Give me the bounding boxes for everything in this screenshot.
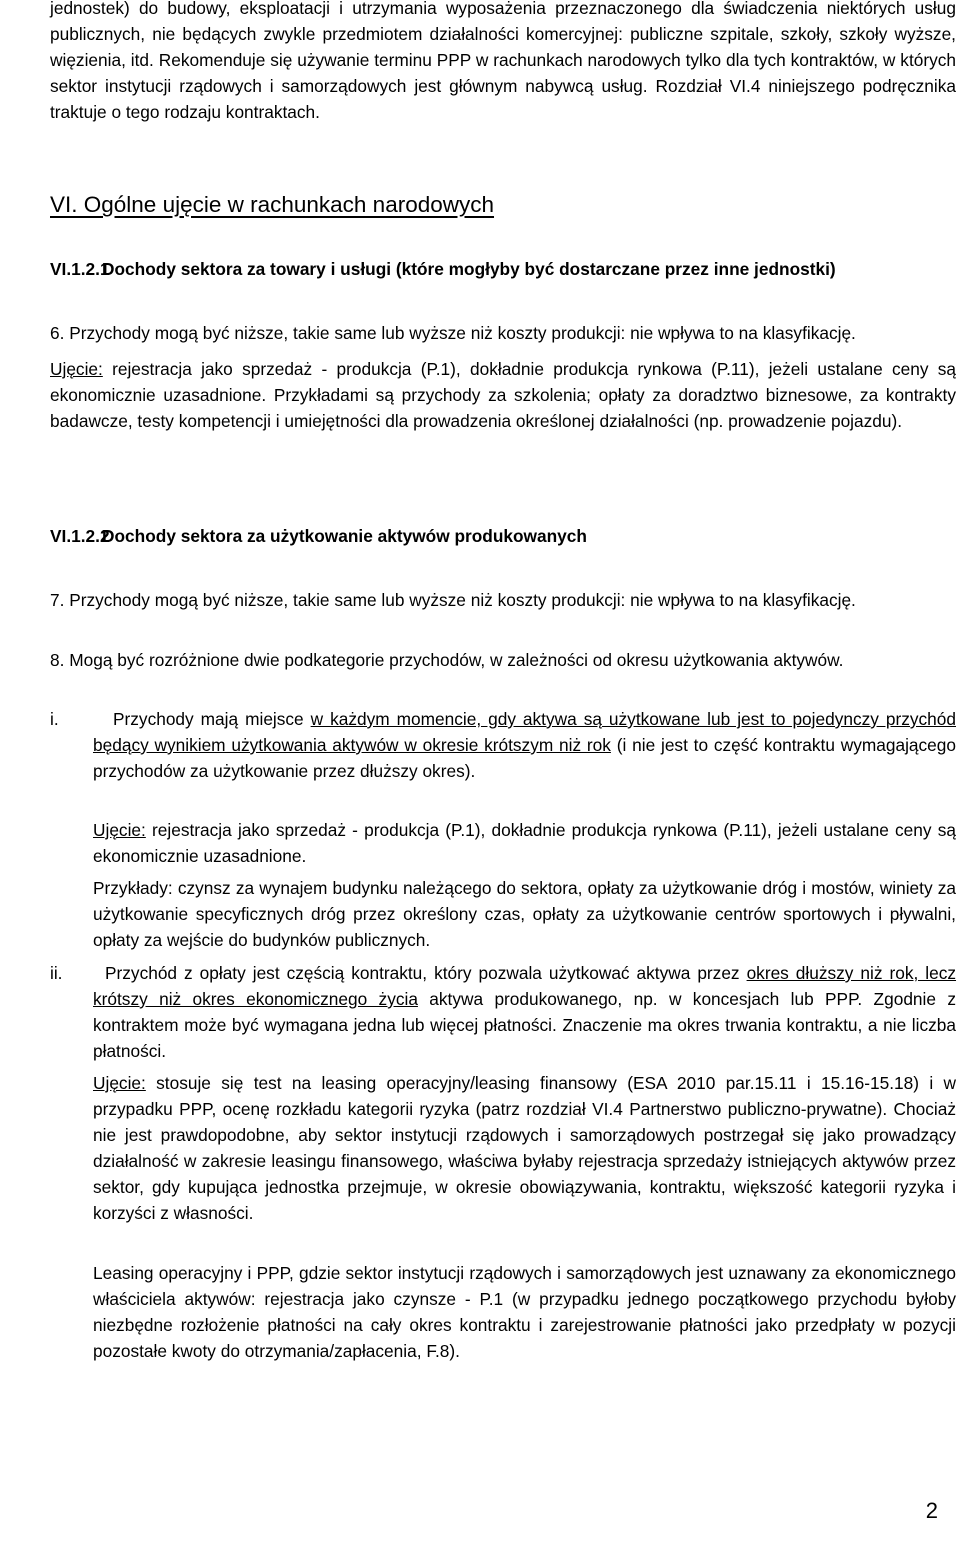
subsection-heading-2 xyxy=(50,523,587,549)
ujecie-label: Ujęcie: xyxy=(50,359,103,379)
item-ii-body xyxy=(93,960,956,1064)
item-i-numeral: i. xyxy=(50,709,59,729)
item-ii-leasing: Leasing operacyjny i PPP, gdzie sektor instytucji rządowych i samorządowych jest uznawany za ekonomicznego właściciela aktywów: rejestracja jako czynsze - P.1 (w przypadku jednego początkowego przychodu byłoby niezbędne rozłożenie płatności na cały okres kontraktu i zarejestrowanie płatności jako przedpłaty w pozycji pozostałe kwoty do otrzymania/zapłacenia, F.8). xyxy=(93,1263,956,1361)
item-i-body xyxy=(93,706,956,784)
paragraph-7 xyxy=(50,587,956,613)
intro-paragraph: jednostek) do budowy, eksploatacji i utrzymania wyposażenia przeznaczonego dla świadczenia niektórych usług publicznych, nie będących zwykle przedmiotem działalności komercyjnej: publiczne szpitale, szkoły, szkoły wyższe, więzienia, itd. Rekomenduje się używanie terminu PPP w rachunkach narodowych tylko dla tych kontraktów, w których sektor instytucji rządowych i samorządowych jest głównym nabywcą usług. Rozdział VI.4 niniejszego podręcznika traktuje o tego rodzaju kontraktach. xyxy=(50,0,956,122)
item-i-rest: (i nie jest to część kontraktu wymagającego przychodów za użytkowanie przez dłuższy okres). xyxy=(93,735,956,781)
ujecie-text: stosuje się test na leasing operacyjny/leasing finansowy (ESA 2010 par.15.11 i 15.16-15.18) i w przypadku PPP, ocenę rozkładu kategorii ryzyka (patrz rozdział VI.4 Partnerstwo publiczno-prywatne). Chociaż nie jest prawdopodobne, aby sektor instytucji rządowych i samorządowych postrzegał się jako prowadzący działalność w zakresie leasingu finansowego, właściwa byłaby rejestracja sprzedaży istniejących aktywów przez sektor, gdy kupująca jednostka przejmuje, w okresie obowiązywania, kontraktu, większość kategorii ryzyka i korzyści z własności. xyxy=(93,1073,956,1223)
item-ii-lead: Przychód z opłaty jest częścią kontraktu, który pozwala użytkować aktywa przez xyxy=(105,963,747,983)
subsection-heading-1 xyxy=(50,256,836,282)
paragraph-8 xyxy=(50,647,956,673)
subsection-number: VI.1.2.2 xyxy=(50,526,110,546)
item-ii-numeral: ii. xyxy=(50,963,63,983)
item-i-lead: Przychody mają miejsce xyxy=(113,709,311,729)
item-ii-ujecie xyxy=(93,1070,956,1226)
subsection-number: VI.1.2.1 xyxy=(50,259,110,279)
paragraph-text: Przychody mogą być niższe, takie same lub wyższe niż koszty produkcji: nie wpływa to na klasyfikację. xyxy=(69,323,856,343)
subsection-title: Dochody sektora za użytkowanie aktywów produkowanych xyxy=(102,526,587,546)
paragraph-text: Mogą być rozróżnione dwie podkategorie przychodów, w zależności od okresu użytkowania aktywów. xyxy=(69,650,844,670)
subsection-title: Dochody sektora za towary i usługi (które mogłyby być dostarczane przez inne jednostki) xyxy=(102,259,836,279)
item-i-examples: Przykłady: czynsz za wynajem budynku należącego do sektora, opłaty za użytkowanie dróg i mostów, winiety za użytkowanie specyficznych dróg przez określony czas, opłaty za użytkowanie centrów sportowych i pływalni, opłaty za wejście do budynków publicznych. xyxy=(93,878,956,950)
item-ii-emphasis: okres dłuższy niż rok, lecz krótszy niż okres ekonomicznego życia xyxy=(93,963,957,1009)
item-ii-rest: aktywa produkowanego, np. w koncesjach lub PPP. Zgodnie z kontraktem może być wymagana jedna lub więcej płatności. Znaczenie ma okres trwania kontraktu, a nie liczba płatności. xyxy=(93,989,956,1061)
ujecie-text: rejestracja jako sprzedaż - produkcja (P.1), dokładnie produkcja rynkowa (P.11), jeżeli ustalane ceny są ekonomicznie uzasadnione. xyxy=(93,820,956,866)
paragraph-6 xyxy=(50,320,956,434)
paragraph-number: 7. xyxy=(50,590,65,610)
paragraph-text: Przychody mogą być niższe, takie same lub wyższe niż koszty produkcji: nie wpływa to na klasyfikację. xyxy=(69,590,856,610)
paragraph-number: 8. xyxy=(50,650,65,670)
item-i-emphasis: w każdym momencie, gdy aktywa są użytkowane lub jest to pojedynczy przychód będący wynikiem użytkowania aktywów w okresie krótszym niż rok xyxy=(93,709,956,755)
item-i-ujecie xyxy=(93,817,956,869)
page-number: 2 xyxy=(925,1498,938,1523)
ujecie-label: Ujęcie: xyxy=(93,1073,146,1093)
ujecie-text: rejestracja jako sprzedaż - produkcja (P.1), dokładnie produkcja rynkowa (P.11), jeżeli ustalane ceny są ekonomicznie uzasadnione. Przykładami są przychody za szkolenia; opłaty za doradztwo biznesowe, za kontrakty badawcze, testy kompetencji i umiejętności dla prowadzenia określonej działalności (np. prowadzenie pojazdu). xyxy=(50,359,956,431)
paragraph-number: 6. xyxy=(50,323,65,343)
ujecie-label: Ujęcie: xyxy=(93,820,146,840)
section-heading: VI. Ogólne ujęcie w rachunkach narodowych xyxy=(50,192,495,217)
